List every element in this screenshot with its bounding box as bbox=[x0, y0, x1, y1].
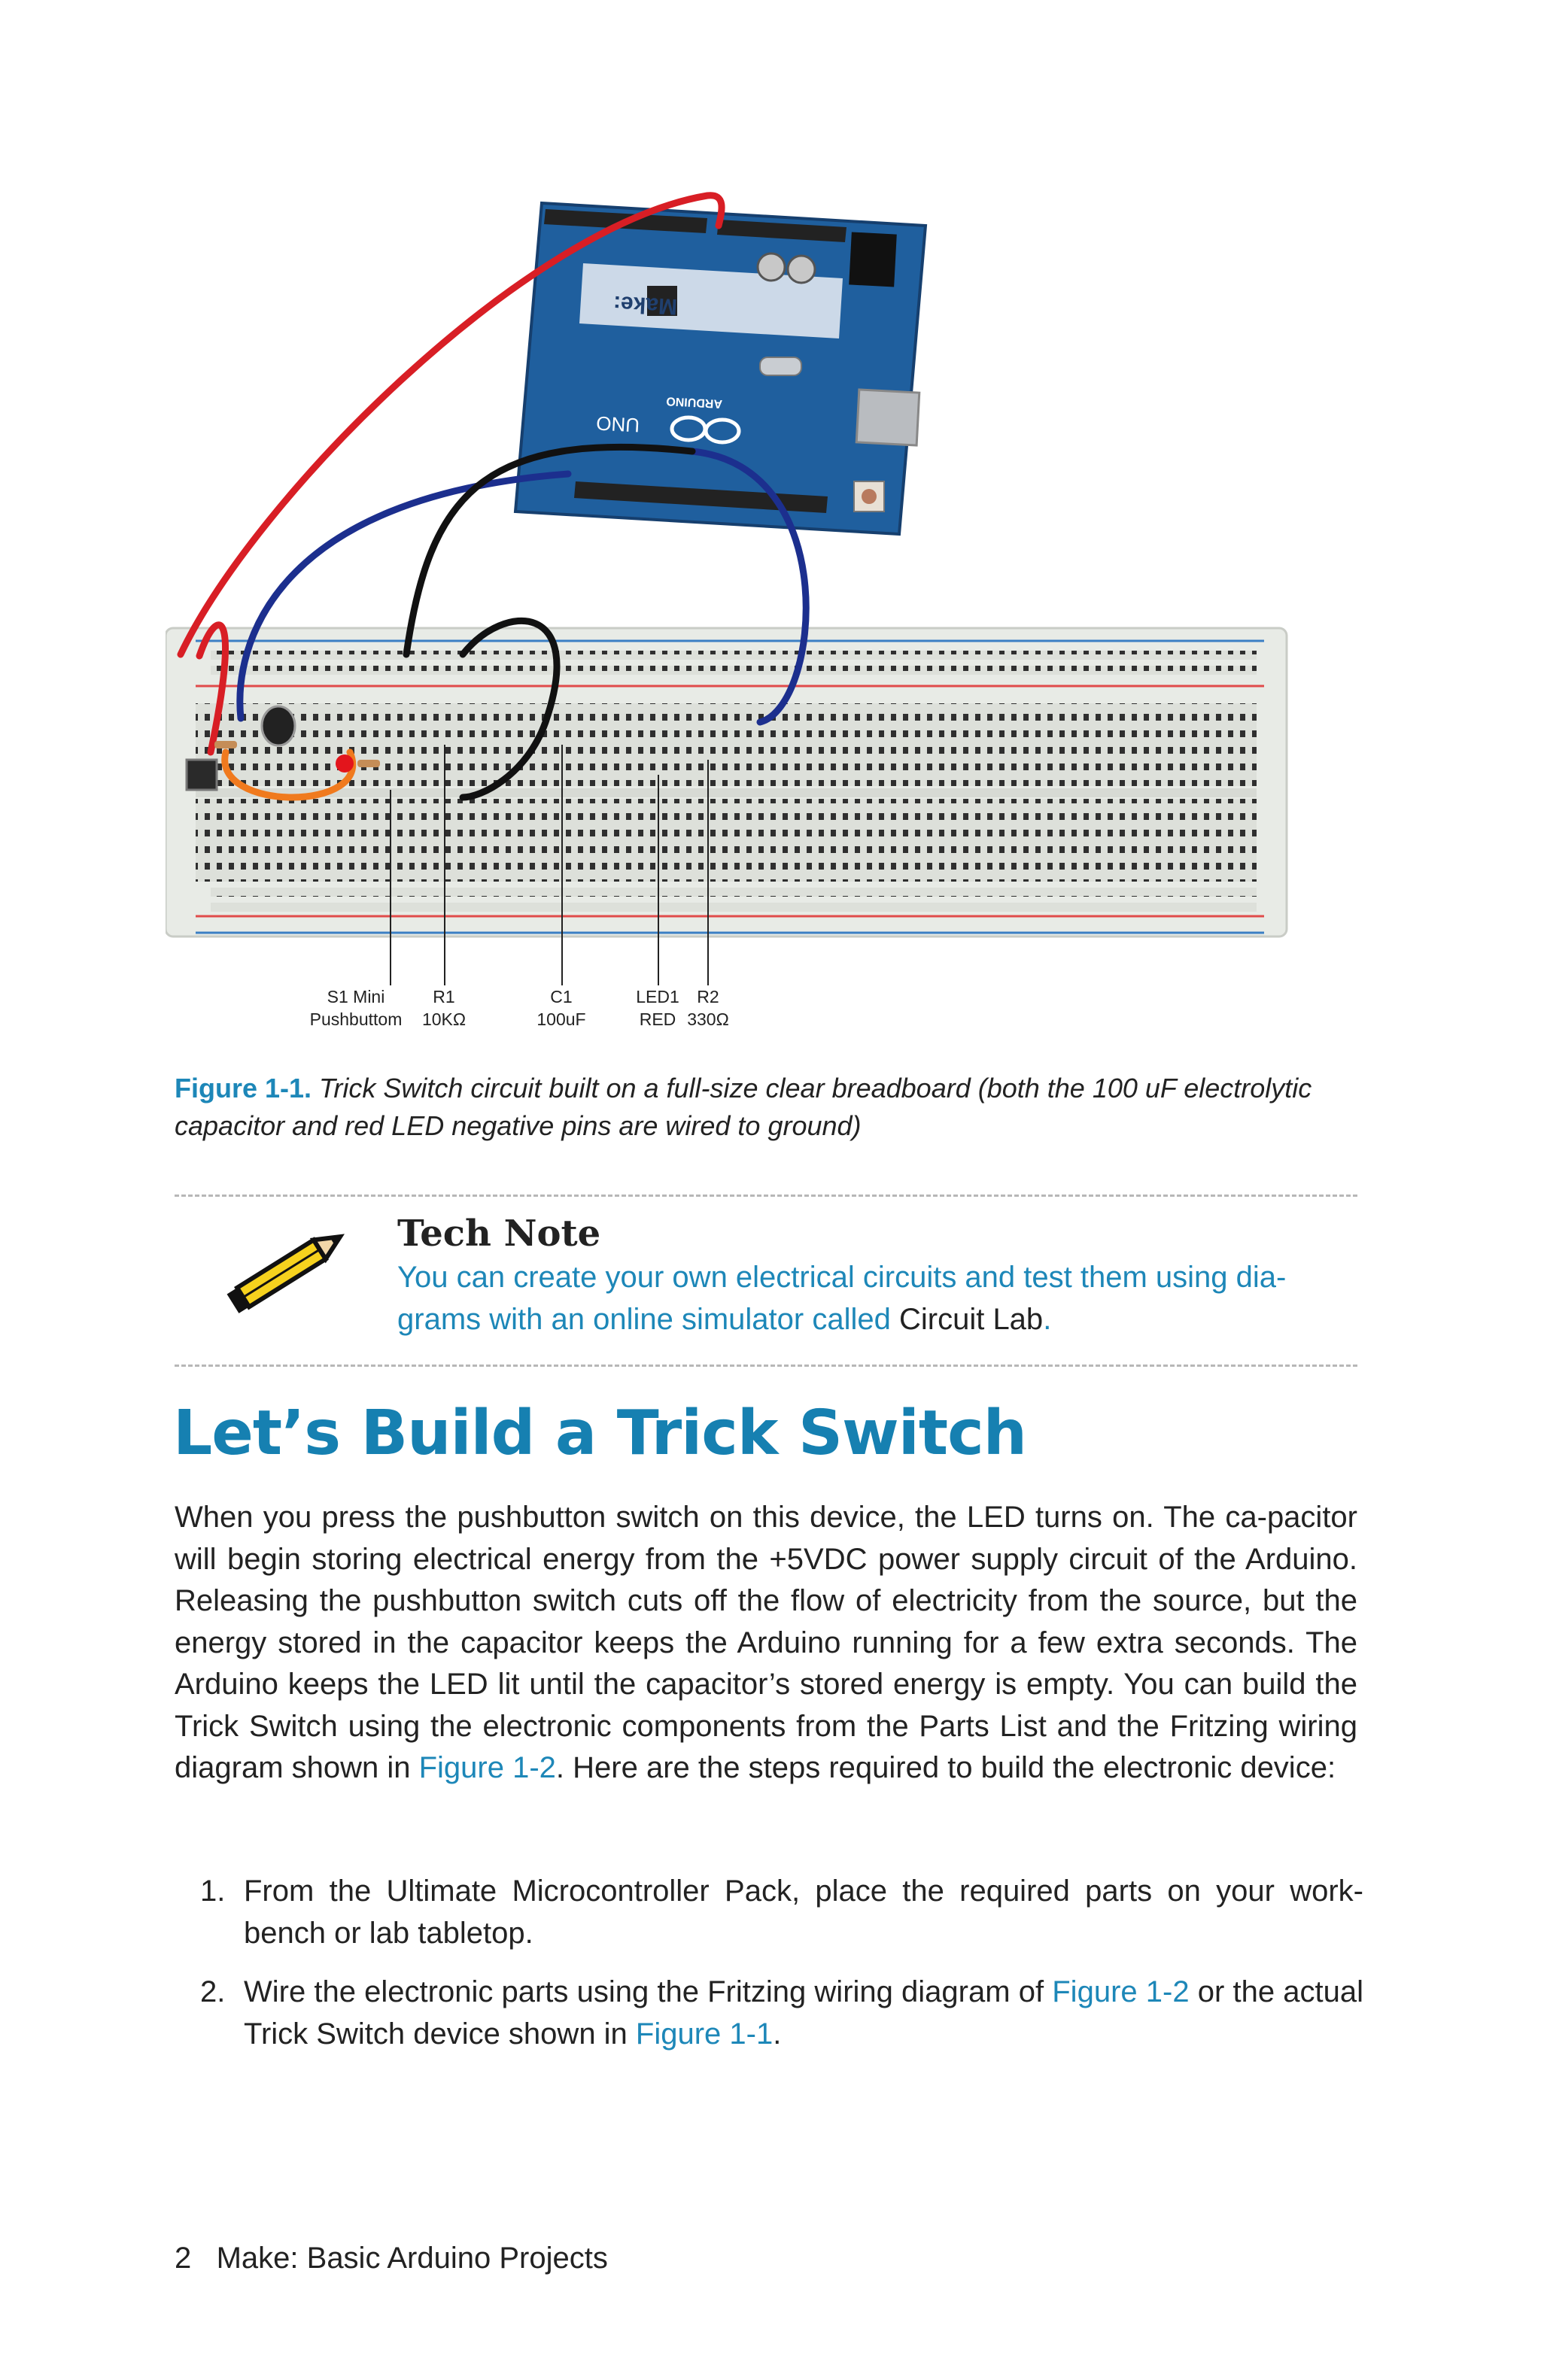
tech-note-bottom-divider bbox=[175, 1365, 1357, 1367]
label-r1-line2: 10KΩ bbox=[421, 1009, 467, 1029]
step-number-1: 1. bbox=[200, 1875, 226, 1908]
step-text-1: From the Ultimate Microcontroller Pack, place the required parts on your work-bench or lab tabletop. bbox=[244, 1875, 1363, 1950]
figure-photo-breadboard bbox=[166, 181, 1294, 978]
resistor-r1 bbox=[214, 741, 237, 748]
figure-caption-number: Figure 1-1. bbox=[175, 1073, 312, 1103]
body-paragraph-text-2: . Here are the steps required to build the electronic device: bbox=[555, 1751, 1336, 1784]
label-led1-line2: RED bbox=[639, 1009, 676, 1029]
label-r1 bbox=[418, 985, 470, 1031]
label-c1 bbox=[531, 985, 591, 1031]
board-arduino-text: ARDUINO bbox=[665, 394, 723, 411]
board-uno-text: UNO bbox=[595, 411, 640, 437]
label-s1-line1: S1 Mini bbox=[327, 987, 385, 1006]
label-c1-line1: C1 bbox=[550, 987, 573, 1006]
step-2-figure-1-2-link[interactable]: Figure 1-2 bbox=[1052, 1975, 1190, 2008]
label-r2 bbox=[685, 985, 731, 1031]
label-led1 bbox=[631, 985, 685, 1031]
label-r2-line2: 330Ω bbox=[687, 1009, 729, 1029]
body-paragraph-text-1: When you press the pushbutton switch on this device, the LED turns on. The ca-pacitor will begin storing electrical energy from the +5VDC power supply circuit of the Arduino. Releasing the pushbutton switch cuts off the flow of electricity from the source, but the energy stored in the capacitor keeps the Arduino running for a few extra seconds. The Arduino keeps the LED lit until the capacitor’s stored energy is empty. You can build the Trick Switch using the electronic components from the Parts List and the Fritzing wiring diagram shown in bbox=[175, 1501, 1357, 1784]
label-r1-line1: R1 bbox=[433, 987, 455, 1006]
step-2-text-a: Wire the electronic parts using the Fritzing wiring diagram of bbox=[244, 1975, 1053, 2008]
step-text-2 bbox=[244, 1971, 1363, 2055]
label-led1-line1: LED1 bbox=[636, 987, 679, 1006]
page-number: 2 bbox=[175, 2242, 192, 2275]
book-title: Make: Basic Arduino Projects bbox=[216, 2242, 608, 2275]
figure-caption bbox=[175, 1070, 1363, 1145]
page-footer bbox=[175, 2242, 608, 2275]
section-heading: Let’s Build a Trick Switch bbox=[173, 1398, 1027, 1469]
step-number-2: 2. bbox=[200, 1975, 226, 2008]
led-component bbox=[336, 754, 354, 773]
tech-note-title: Tech Note bbox=[397, 1213, 601, 1255]
leader-line-r2 bbox=[707, 760, 709, 985]
breadboard bbox=[166, 628, 1287, 937]
circuit-lab-link[interactable]: Circuit Lab bbox=[898, 1303, 1044, 1336]
leader-line-c1 bbox=[561, 745, 563, 985]
tech-note-body-suffix: . bbox=[1043, 1303, 1052, 1336]
leader-line-led1 bbox=[658, 775, 659, 985]
pushbutton-component bbox=[187, 760, 217, 790]
leader-line-s1 bbox=[390, 790, 391, 985]
pencil-icon bbox=[220, 1223, 360, 1313]
label-c1-line2: 100uF bbox=[536, 1009, 586, 1029]
leader-line-r1 bbox=[444, 745, 445, 985]
arduino-board bbox=[515, 203, 926, 534]
capacitor-component bbox=[262, 706, 295, 745]
label-s1-line2: Pushbuttom bbox=[309, 1009, 403, 1029]
tech-note-top-divider bbox=[175, 1195, 1357, 1197]
board-make-text: Make: bbox=[612, 290, 678, 320]
resistor-r2 bbox=[357, 760, 380, 767]
body-paragraph bbox=[175, 1497, 1357, 1790]
label-s1 bbox=[307, 985, 405, 1031]
tech-note-body-prefix: You can create your own electrical circuits and test them using dia-grams with an online simulator called bbox=[397, 1261, 1287, 1336]
step-2-figure-1-1-link[interactable]: Figure 1-1 bbox=[635, 2017, 774, 2051]
label-r2-line1: R2 bbox=[697, 987, 719, 1006]
step-2-text-b: or the actual Trick Switch device shown in bbox=[244, 1975, 1363, 2051]
tech-note-body bbox=[397, 1256, 1360, 1340]
figure-1-2-link[interactable]: Figure 1-2 bbox=[418, 1751, 556, 1784]
step-2-text-c: . bbox=[773, 2017, 782, 2051]
figure-caption-text: Trick Switch circuit built on a full-size clear breadboard (both the 100 uF electrolytic capacitor and red LED negative pins are wired to ground) bbox=[175, 1073, 1312, 1141]
